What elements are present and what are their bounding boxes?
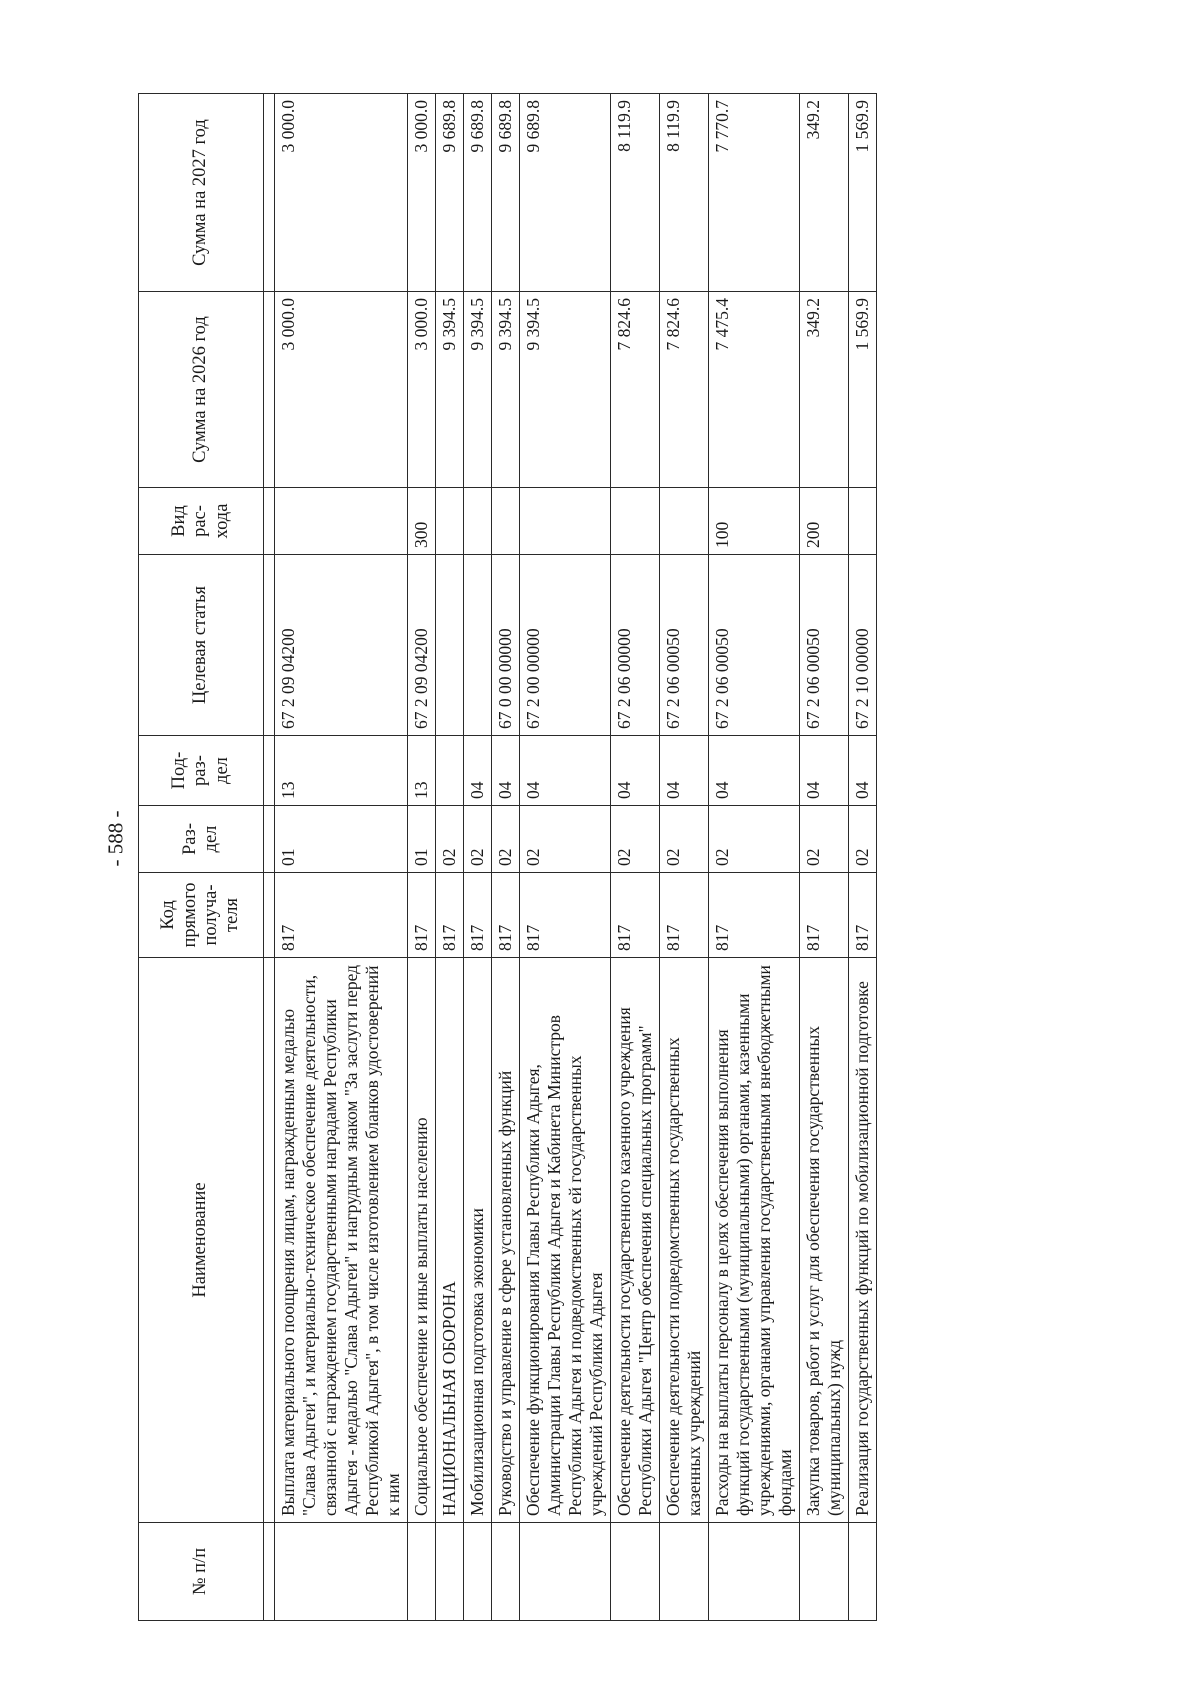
cell-name: Руководство и управление в сфере установленных функций <box>492 958 520 1523</box>
cell-article: 67 0 00 00000 <box>492 555 520 736</box>
cell-code: 817 <box>408 873 436 958</box>
cell-sum2026: 9 394.5 <box>520 292 611 488</box>
cell-vid <box>660 488 709 555</box>
cell-vid <box>275 488 408 555</box>
cell-podrazdel: 04 <box>464 736 492 806</box>
cell-sum2026: 7 475.4 <box>709 292 800 488</box>
cell-code: 817 <box>800 873 849 958</box>
cell-vid <box>849 488 877 555</box>
cell-razdel: 02 <box>611 806 660 873</box>
table-row <box>660 94 709 1621</box>
page-number: - 588 - <box>103 810 128 867</box>
header-vid: Вид рас-хода <box>139 488 264 555</box>
budget-table <box>138 93 877 1621</box>
header-podrazdel: Под-раз-дел <box>139 736 264 806</box>
cell-num <box>408 1523 436 1621</box>
header-name: Наименование <box>139 958 264 1523</box>
table-row <box>709 94 800 1621</box>
cell-code: 817 <box>464 873 492 958</box>
cell-sum2026: 7 824.6 <box>611 292 660 488</box>
header-article: Целевая статья <box>139 555 264 736</box>
cell-razdel: 02 <box>492 806 520 873</box>
cell-vid <box>611 488 660 555</box>
cell-razdel: 02 <box>520 806 611 873</box>
cell-num <box>800 1523 849 1621</box>
cell-name: Обеспечение деятельности государственного казенного учреждения Республики Адыгея "Центр обеспечения специальных программ" <box>611 958 660 1523</box>
header-num: № п/п <box>139 1523 264 1621</box>
table-row <box>849 94 877 1621</box>
cell-podrazdel: 04 <box>611 736 660 806</box>
cell-article: 67 2 06 00000 <box>611 555 660 736</box>
cell-sum2026: 3 000.0 <box>275 292 408 488</box>
cell-podrazdel: 04 <box>849 736 877 806</box>
cell-num <box>464 1523 492 1621</box>
cell-article: 67 2 09 04200 <box>275 555 408 736</box>
cell-vid: 300 <box>408 488 436 555</box>
cell-sum2026: 7 824.6 <box>660 292 709 488</box>
cell-num <box>709 1523 800 1621</box>
cell-sum2026: 349.2 <box>800 292 849 488</box>
cell-vid <box>492 488 520 555</box>
header-row <box>139 94 264 1621</box>
cell-sum2026: 9 394.5 <box>492 292 520 488</box>
cell-razdel: 01 <box>275 806 408 873</box>
cell-podrazdel: 04 <box>709 736 800 806</box>
cell-name: Реализация государственных функций по мобилизационной подготовке <box>849 958 877 1523</box>
cell-vid <box>464 488 492 555</box>
cell-sum2027: 9 689.8 <box>492 94 520 292</box>
cell-code: 817 <box>492 873 520 958</box>
cell-razdel: 02 <box>800 806 849 873</box>
cell-podrazdel <box>436 736 464 806</box>
cell-article <box>464 555 492 736</box>
cell-sum2027: 8 119.9 <box>660 94 709 292</box>
cell-sum2027: 9 689.8 <box>464 94 492 292</box>
cell-num <box>275 1523 408 1621</box>
cell-article: 67 2 06 00050 <box>709 555 800 736</box>
cell-vid <box>436 488 464 555</box>
cell-sum2027: 349.2 <box>800 94 849 292</box>
cell-podrazdel: 04 <box>800 736 849 806</box>
cell-razdel: 02 <box>464 806 492 873</box>
cell-name: Социальное обеспечение и иные выплаты населению <box>408 958 436 1523</box>
cell-sum2027: 7 770.7 <box>709 94 800 292</box>
cell-num <box>611 1523 660 1621</box>
cell-sum2027: 9 689.8 <box>436 94 464 292</box>
table-row <box>800 94 849 1621</box>
cell-num <box>492 1523 520 1621</box>
cell-num <box>436 1523 464 1621</box>
cell-sum2027: 1 569.9 <box>849 94 877 292</box>
cell-name: Расходы на выплаты персоналу в целях обеспечения выполнения функций государственными (муниципальными) органами, казенными учреждениями, органами управления государственными внебюджетными фондами <box>709 958 800 1523</box>
cell-sum2026: 9 394.5 <box>464 292 492 488</box>
cell-code: 817 <box>520 873 611 958</box>
cell-article: 67 2 06 00050 <box>800 555 849 736</box>
table-row <box>611 94 660 1621</box>
spacer-row <box>264 94 275 1621</box>
cell-podrazdel: 04 <box>492 736 520 806</box>
cell-code: 817 <box>275 873 408 958</box>
cell-num <box>520 1523 611 1621</box>
cell-sum2026: 3 000.0 <box>408 292 436 488</box>
cell-article <box>436 555 464 736</box>
cell-code: 817 <box>709 873 800 958</box>
cell-sum2026: 1 569.9 <box>849 292 877 488</box>
cell-article: 67 2 06 00050 <box>660 555 709 736</box>
cell-name: Выплата материального поощрения лицам, награжденным медалью "Слава Адыгеи", и материально-техническое обеспечение деятельности, связанной с награждением государственными наградами Республики Адыгея - медалью "Слава Адыгеи" и нагрудным знаком "За заслуги перед Республикой Адыгея", в том числе изготовлением бланков удостоверений к ним <box>275 958 408 1523</box>
cell-vid: 100 <box>709 488 800 555</box>
table-row <box>275 94 408 1621</box>
cell-vid <box>520 488 611 555</box>
cell-code: 817 <box>611 873 660 958</box>
cell-razdel: 02 <box>660 806 709 873</box>
cell-razdel: 02 <box>436 806 464 873</box>
cell-razdel: 01 <box>408 806 436 873</box>
cell-article: 67 2 10 00000 <box>849 555 877 736</box>
header-sum-2026: Сумма на 2026 год <box>139 292 264 488</box>
cell-code: 817 <box>436 873 464 958</box>
table-row <box>408 94 436 1621</box>
header-sum-2027: Сумма на 2027 год <box>139 94 264 292</box>
cell-podrazdel: 04 <box>520 736 611 806</box>
cell-name: Обеспечение деятельности подведомственных государственных казенных учреждений <box>660 958 709 1523</box>
rotated-table-container <box>138 94 1200 1621</box>
cell-article: 67 2 00 00000 <box>520 555 611 736</box>
cell-num <box>660 1523 709 1621</box>
cell-podrazdel: 04 <box>660 736 709 806</box>
cell-vid: 200 <box>800 488 849 555</box>
cell-name: Мобилизационная подготовка экономики <box>464 958 492 1523</box>
table-body <box>264 94 877 1621</box>
table-row <box>464 94 492 1621</box>
table-row <box>520 94 611 1621</box>
cell-code: 817 <box>660 873 709 958</box>
cell-sum2027: 3 000.0 <box>408 94 436 292</box>
cell-name: НАЦИОНАЛЬНАЯ ОБОРОНА <box>436 958 464 1523</box>
table-row <box>436 94 464 1621</box>
table-row <box>492 94 520 1621</box>
cell-article: 67 2 09 04200 <box>408 555 436 736</box>
cell-num <box>849 1523 877 1621</box>
header-code: Код прямого получа-теля <box>139 873 264 958</box>
cell-podrazdel: 13 <box>275 736 408 806</box>
header-razdel: Раз-дел <box>139 806 264 873</box>
cell-sum2027: 3 000.0 <box>275 94 408 292</box>
cell-sum2027: 8 119.9 <box>611 94 660 292</box>
cell-name: Закупка товаров, работ и услуг для обеспечения государственных (муниципальных) нужд <box>800 958 849 1523</box>
cell-razdel: 02 <box>849 806 877 873</box>
cell-razdel: 02 <box>709 806 800 873</box>
cell-sum2027: 9 689.8 <box>520 94 611 292</box>
cell-sum2026: 9 394.5 <box>436 292 464 488</box>
cell-code: 817 <box>849 873 877 958</box>
cell-name: Обеспечение функционирования Главы Республики Адыгея, Администрации Главы Республики Адыгея и Кабинета Министров Республики Адыгея и подведомственных ей государственных учреждений Республики Адыгея <box>520 958 611 1523</box>
cell-podrazdel: 13 <box>408 736 436 806</box>
